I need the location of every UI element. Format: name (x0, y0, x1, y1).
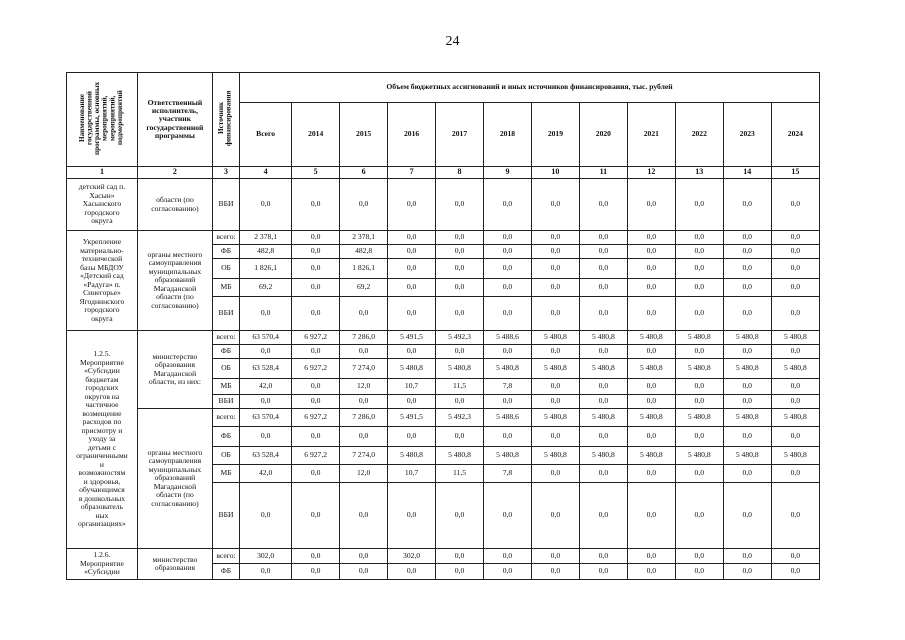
amount-year: 0,0 (627, 564, 675, 580)
amount-year: 0,0 (388, 179, 436, 231)
column-number: 10 (531, 167, 579, 179)
amount-year: 5 492,3 (436, 409, 484, 427)
amount-year: 5 480,8 (531, 331, 579, 345)
amount-year: 0,0 (579, 245, 627, 259)
funding-source: всего: (212, 231, 239, 245)
amount-year: 0,0 (531, 245, 579, 259)
amount-year: 0,0 (771, 297, 819, 331)
funding-source: ОБ (212, 259, 239, 279)
funding-source: всего: (212, 549, 239, 564)
header-year: 2016 (388, 103, 436, 167)
amount-year: 0,0 (771, 345, 819, 359)
amount-year: 0,0 (436, 231, 484, 245)
amount-year: 0,0 (388, 297, 436, 331)
amount-year: 0,0 (675, 345, 723, 359)
amount-year: 0,0 (531, 179, 579, 231)
amount-year: 0,0 (675, 427, 723, 447)
amount-year: 0,0 (675, 297, 723, 331)
amount-year: 0,0 (292, 379, 340, 395)
amount-year: 5 480,8 (771, 331, 819, 345)
amount-year: 0,0 (484, 179, 532, 231)
amount-year: 0,0 (484, 259, 532, 279)
responsible-executor: области (по согласованию) (137, 179, 212, 231)
amount-year: 5 480,8 (771, 409, 819, 427)
amount-year: 0,0 (484, 564, 532, 580)
amount-year: 0,0 (292, 395, 340, 409)
amount-year: 0,0 (484, 279, 532, 297)
amount-total: 302,0 (240, 549, 292, 564)
header-volume: Объем бюджетных ассигнований и иных источников финансирования, тыс. рублей (240, 73, 820, 103)
amount-year: 0,0 (436, 245, 484, 259)
funding-source: всего: (212, 331, 239, 345)
amount-year: 10,7 (388, 465, 436, 483)
funding-source: ФБ (212, 427, 239, 447)
amount-year: 0,0 (723, 259, 771, 279)
amount-year: 0,0 (675, 564, 723, 580)
column-number: 14 (723, 167, 771, 179)
amount-year: 0,0 (388, 231, 436, 245)
column-number: 11 (579, 167, 627, 179)
amount-year: 0,0 (771, 379, 819, 395)
amount-year: 5 480,8 (531, 359, 579, 379)
amount-year: 11,5 (436, 379, 484, 395)
activity-name: 1.2.6. Мероприятие «Субсидии (67, 549, 138, 580)
amount-year: 0,0 (388, 564, 436, 580)
amount-total: 482,8 (240, 245, 292, 259)
amount-year: 0,0 (388, 395, 436, 409)
amount-year: 5 480,8 (627, 447, 675, 465)
amount-year: 0,0 (292, 259, 340, 279)
amount-year: 0,0 (723, 395, 771, 409)
amount-year: 5 480,8 (388, 447, 436, 465)
amount-year: 0,0 (771, 395, 819, 409)
table-row (67, 231, 820, 245)
amount-year: 5 492,3 (436, 331, 484, 345)
amount-year: 0,0 (579, 297, 627, 331)
amount-year: 0,0 (627, 259, 675, 279)
column-number: 2 (137, 167, 212, 179)
column-number: 4 (240, 167, 292, 179)
amount-year: 5 480,8 (723, 447, 771, 465)
amount-year: 0,0 (675, 279, 723, 297)
funding-source: ФБ (212, 345, 239, 359)
activity-name: детский сад п. Хасын» Хасынского городского округа (67, 179, 138, 231)
amount-year: 0,0 (292, 297, 340, 331)
header-source: Источник финансирования (212, 73, 239, 167)
amount-total: 0,0 (240, 395, 292, 409)
amount-year: 5 480,8 (484, 359, 532, 379)
amount-year: 0,0 (675, 465, 723, 483)
amount-year: 0,0 (292, 483, 340, 549)
amount-year: 0,0 (436, 345, 484, 359)
amount-year: 0,0 (579, 279, 627, 297)
amount-year: 0,0 (436, 179, 484, 231)
amount-total: 0,0 (240, 345, 292, 359)
amount-year: 0,0 (627, 395, 675, 409)
table-body (67, 179, 820, 580)
amount-year: 0,0 (436, 427, 484, 447)
amount-total: 69,2 (240, 279, 292, 297)
table-row (67, 179, 820, 231)
amount-year: 5 480,8 (771, 359, 819, 379)
amount-year: 0,0 (484, 395, 532, 409)
amount-year: 12,0 (340, 379, 388, 395)
table-header (67, 73, 820, 179)
amount-year: 0,0 (771, 179, 819, 231)
amount-year: 0,0 (292, 564, 340, 580)
header-year: 2022 (675, 103, 723, 167)
amount-year: 0,0 (723, 231, 771, 245)
responsible-executor: министерство образования Магаданской области, из них: (137, 331, 212, 409)
amount-year: 7,8 (484, 379, 532, 395)
header-year: 2021 (627, 103, 675, 167)
column-number: 8 (436, 167, 484, 179)
responsible-executor: органы местного самоуправления муниципальных образований Магаданской области (по согласованию) (137, 231, 212, 331)
amount-year: 0,0 (436, 549, 484, 564)
amount-year: 0,0 (771, 483, 819, 549)
amount-year: 0,0 (579, 179, 627, 231)
amount-year: 0,0 (531, 549, 579, 564)
funding-source: ВБИ (212, 395, 239, 409)
column-number: 13 (675, 167, 723, 179)
amount-year: 0,0 (723, 465, 771, 483)
amount-year: 5 480,8 (484, 447, 532, 465)
amount-year: 0,0 (675, 483, 723, 549)
amount-year: 0,0 (531, 231, 579, 245)
amount-year: 5 480,8 (436, 359, 484, 379)
amount-year: 0,0 (340, 483, 388, 549)
amount-year: 0,0 (579, 427, 627, 447)
activity-name: Укрепление материально- технической базы МБДОУ «Детский сад «Радуга» п. Синегорье» Ягоднинского городского округа (67, 231, 138, 331)
amount-year: 0,0 (436, 483, 484, 549)
amount-year: 302,0 (388, 549, 436, 564)
header-year: 2019 (531, 103, 579, 167)
amount-year: 0,0 (340, 549, 388, 564)
amount-year: 0,0 (771, 427, 819, 447)
amount-total: 0,0 (240, 179, 292, 231)
responsible-executor: министерство образования (137, 549, 212, 580)
amount-year: 0,0 (531, 259, 579, 279)
header-year: 2014 (292, 103, 340, 167)
amount-year: 0,0 (723, 564, 771, 580)
header-year: 2020 (579, 103, 627, 167)
amount-year: 0,0 (340, 427, 388, 447)
amount-year: 0,0 (675, 245, 723, 259)
amount-year: 12,0 (340, 465, 388, 483)
amount-year: 0,0 (771, 549, 819, 564)
amount-year: 5 480,8 (579, 331, 627, 345)
amount-year: 0,0 (675, 395, 723, 409)
amount-year: 0,0 (388, 259, 436, 279)
header-name: Наименование государственной программы, основных мероприятий, мероприятий, подмероприятий (67, 73, 138, 167)
amount-year: 0,0 (579, 259, 627, 279)
amount-year: 0,0 (484, 345, 532, 359)
amount-year: 5 480,8 (675, 331, 723, 345)
amount-year: 5 480,8 (675, 447, 723, 465)
column-number: 12 (627, 167, 675, 179)
funding-source: всего: (212, 409, 239, 427)
amount-year: 5 480,8 (627, 331, 675, 345)
header-total: Всего (240, 103, 292, 167)
amount-year: 0,0 (292, 427, 340, 447)
amount-year: 0,0 (436, 259, 484, 279)
amount-year: 5 491,5 (388, 409, 436, 427)
amount-year: 10,7 (388, 379, 436, 395)
funding-source: ФБ (212, 245, 239, 259)
amount-year: 5 480,8 (723, 359, 771, 379)
amount-year: 0,0 (579, 379, 627, 395)
amount-year: 0,0 (771, 245, 819, 259)
amount-year: 0,0 (388, 427, 436, 447)
amount-year: 0,0 (723, 427, 771, 447)
amount-year: 5 480,8 (723, 409, 771, 427)
amount-year: 0,0 (579, 564, 627, 580)
amount-year: 0,0 (723, 345, 771, 359)
amount-year: 0,0 (531, 395, 579, 409)
amount-year: 7 274,0 (340, 359, 388, 379)
amount-year: 0,0 (292, 279, 340, 297)
funding-source: ОБ (212, 447, 239, 465)
amount-year: 5 480,8 (436, 447, 484, 465)
amount-year: 482,8 (340, 245, 388, 259)
amount-total: 63 528,4 (240, 359, 292, 379)
column-number: 7 (388, 167, 436, 179)
amount-year: 0,0 (531, 345, 579, 359)
amount-year: 5 488,6 (484, 409, 532, 427)
amount-year: 0,0 (531, 379, 579, 395)
amount-year: 0,0 (627, 379, 675, 395)
amount-year: 0,0 (627, 465, 675, 483)
amount-year: 0,0 (627, 549, 675, 564)
amount-total: 63 528,4 (240, 447, 292, 465)
amount-total: 0,0 (240, 427, 292, 447)
amount-year: 69,2 (340, 279, 388, 297)
amount-year: 0,0 (484, 231, 532, 245)
amount-total: 63 570,4 (240, 331, 292, 345)
amount-year: 0,0 (388, 345, 436, 359)
funding-source: ФБ (212, 564, 239, 580)
amount-year: 0,0 (292, 465, 340, 483)
funding-source: МБ (212, 279, 239, 297)
amount-total: 63 570,4 (240, 409, 292, 427)
amount-year: 0,0 (579, 483, 627, 549)
amount-year: 0,0 (436, 279, 484, 297)
amount-year: 0,0 (292, 231, 340, 245)
amount-year: 0,0 (292, 549, 340, 564)
amount-year: 0,0 (340, 297, 388, 331)
amount-total: 1 826,1 (240, 259, 292, 279)
amount-year: 2 378,1 (340, 231, 388, 245)
amount-year: 11,5 (436, 465, 484, 483)
amount-year: 5 480,8 (388, 359, 436, 379)
funding-source: ОБ (212, 359, 239, 379)
amount-year: 0,0 (531, 483, 579, 549)
amount-year: 0,0 (627, 427, 675, 447)
responsible-executor: органы местного самоуправления муниципальных образований Магаданской области (по согласованию) (137, 409, 212, 549)
table-row (67, 331, 820, 345)
amount-year: 5 480,8 (675, 359, 723, 379)
amount-year: 0,0 (771, 465, 819, 483)
funding-source: ВБИ (212, 179, 239, 231)
header-year: 2017 (436, 103, 484, 167)
amount-year: 6 927,2 (292, 359, 340, 379)
amount-year: 0,0 (388, 483, 436, 549)
amount-total: 0,0 (240, 483, 292, 549)
amount-year: 0,0 (388, 279, 436, 297)
amount-year: 0,0 (436, 564, 484, 580)
amount-year: 0,0 (675, 379, 723, 395)
amount-year: 0,0 (627, 279, 675, 297)
amount-total: 0,0 (240, 564, 292, 580)
header-year: 2024 (771, 103, 819, 167)
amount-total: 0,0 (240, 297, 292, 331)
amount-year: 0,0 (292, 345, 340, 359)
amount-year: 0,0 (675, 549, 723, 564)
activity-name: 1.2.5. Мероприятие «Субсидии бюджетам городских округов на частичное возмещение расходов по присмотру и уходу за детьми с ограниченными и возможностям и здоровья, обучающимся в дошкольных образователь ных организациях» (67, 331, 138, 549)
table-row (67, 549, 820, 564)
column-number: 15 (771, 167, 819, 179)
amount-year: 0,0 (723, 179, 771, 231)
amount-year: 0,0 (723, 245, 771, 259)
amount-year: 0,0 (579, 231, 627, 245)
column-number: 3 (212, 167, 239, 179)
column-number: 5 (292, 167, 340, 179)
amount-year: 0,0 (292, 245, 340, 259)
amount-year: 5 480,8 (531, 409, 579, 427)
amount-year: 0,0 (675, 179, 723, 231)
amount-year: 0,0 (579, 465, 627, 483)
amount-year: 5 480,8 (579, 359, 627, 379)
amount-year: 0,0 (531, 279, 579, 297)
funding-source: МБ (212, 379, 239, 395)
amount-year: 0,0 (723, 297, 771, 331)
amount-year: 0,0 (723, 549, 771, 564)
column-numbers-row (67, 167, 820, 179)
amount-year: 0,0 (484, 427, 532, 447)
amount-year: 5 480,8 (531, 447, 579, 465)
funding-source: МБ (212, 465, 239, 483)
amount-total: 42,0 (240, 379, 292, 395)
amount-year: 0,0 (579, 549, 627, 564)
column-number: 6 (340, 167, 388, 179)
amount-year: 0,0 (484, 549, 532, 564)
amount-year: 5 480,8 (675, 409, 723, 427)
amount-year: 0,0 (771, 259, 819, 279)
amount-year: 0,0 (627, 231, 675, 245)
amount-year: 0,0 (675, 231, 723, 245)
amount-year: 5 491,5 (388, 331, 436, 345)
table-row (67, 409, 820, 427)
budget-table (66, 72, 820, 580)
amount-year: 0,0 (340, 564, 388, 580)
amount-year: 0,0 (484, 245, 532, 259)
amount-year: 7,8 (484, 465, 532, 483)
amount-year: 0,0 (723, 379, 771, 395)
amount-year: 0,0 (579, 395, 627, 409)
amount-year: 0,0 (675, 259, 723, 279)
amount-total: 42,0 (240, 465, 292, 483)
amount-year: 1 826,1 (340, 259, 388, 279)
amount-year: 0,0 (627, 345, 675, 359)
amount-year: 0,0 (627, 483, 675, 549)
amount-year: 0,0 (627, 179, 675, 231)
amount-year: 0,0 (388, 245, 436, 259)
amount-year: 0,0 (771, 231, 819, 245)
amount-year: 0,0 (627, 245, 675, 259)
amount-year: 0,0 (436, 395, 484, 409)
amount-year: 6 927,2 (292, 409, 340, 427)
amount-year: 0,0 (340, 179, 388, 231)
amount-year: 6 927,2 (292, 331, 340, 345)
amount-year: 0,0 (484, 483, 532, 549)
column-number: 1 (67, 167, 138, 179)
amount-year: 6 927,2 (292, 447, 340, 465)
amount-year: 5 480,8 (579, 409, 627, 427)
amount-year: 0,0 (531, 427, 579, 447)
page-number: 24 (445, 34, 460, 49)
amount-year: 0,0 (579, 345, 627, 359)
amount-year: 0,0 (340, 395, 388, 409)
header-year: 2023 (723, 103, 771, 167)
amount-year: 0,0 (531, 465, 579, 483)
amount-year: 0,0 (627, 297, 675, 331)
amount-year: 0,0 (723, 279, 771, 297)
amount-year: 5 480,8 (723, 331, 771, 345)
amount-year: 0,0 (531, 564, 579, 580)
header-year: 2018 (484, 103, 532, 167)
amount-year: 0,0 (292, 179, 340, 231)
amount-year: 0,0 (484, 297, 532, 331)
amount-year: 5 480,8 (771, 447, 819, 465)
amount-year: 0,0 (436, 297, 484, 331)
header-responsible: Ответственный исполнитель, участник государственной программы (137, 73, 212, 167)
amount-year: 7 286,0 (340, 409, 388, 427)
amount-total: 2 378,1 (240, 231, 292, 245)
header-year: 2015 (340, 103, 388, 167)
amount-year: 0,0 (531, 297, 579, 331)
amount-year: 5 480,8 (627, 359, 675, 379)
funding-source: ВБИ (212, 297, 239, 331)
amount-year: 5 480,8 (627, 409, 675, 427)
amount-year: 0,0 (771, 279, 819, 297)
amount-year: 0,0 (723, 483, 771, 549)
amount-year: 5 488,6 (484, 331, 532, 345)
amount-year: 0,0 (340, 345, 388, 359)
amount-year: 7 286,0 (340, 331, 388, 345)
amount-year: 5 480,8 (579, 447, 627, 465)
column-number: 9 (484, 167, 532, 179)
amount-year: 0,0 (771, 564, 819, 580)
funding-source: ВБИ (212, 483, 239, 549)
amount-year: 7 274,0 (340, 447, 388, 465)
